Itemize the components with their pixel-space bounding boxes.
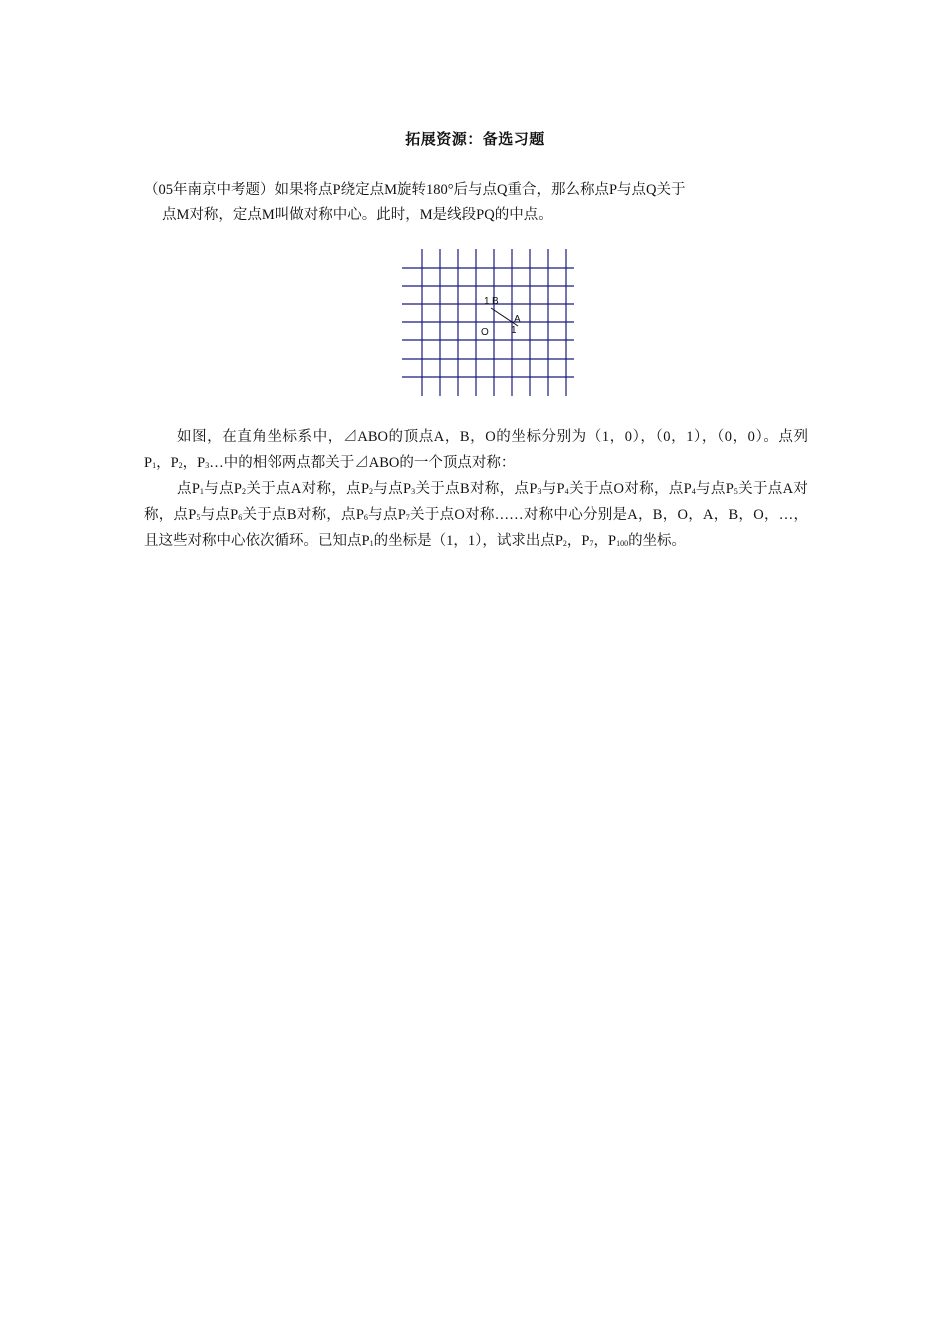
p2-sub-1: 1 xyxy=(199,487,204,496)
coordinate-grid-figure xyxy=(400,249,576,397)
p2-text-14: 的坐标是（1，1），试求出点P xyxy=(373,533,563,549)
p2-text-13: 关于点O对称……对称中心分别是A，B，O，A，B，O，…，且这些对称中心依次循环。已知点P xyxy=(144,507,808,549)
p2-sub-13: 1 xyxy=(369,539,374,548)
p2-sub-8: 5 xyxy=(733,487,738,496)
p2-text-16: ，P xyxy=(593,533,617,549)
p2-text-4: 与点P xyxy=(373,481,412,497)
p2-sub-14: 2 xyxy=(562,539,567,548)
label-1-right: 1 xyxy=(511,325,517,336)
intro-paragraph xyxy=(144,178,808,228)
p1-text-2: ，P xyxy=(156,455,179,471)
p2-sub-11: 6 xyxy=(363,513,368,522)
p1-text-4: …中的相邻两点都关于⊿ABO的一个顶点对称： xyxy=(209,455,516,471)
p2-sub-16: 100 xyxy=(616,539,629,548)
p1-sub-2: 2 xyxy=(178,461,183,470)
p2-sub-4: 3 xyxy=(411,487,416,496)
p1-sub-3: 3 xyxy=(205,461,210,470)
label-1-top: 1 xyxy=(484,296,490,307)
p2-text-2: 与点P xyxy=(203,481,242,497)
p2-sub-2: 2 xyxy=(241,487,246,496)
p2-sub-15: 7 xyxy=(589,539,594,548)
p2-text-11: 关于点B对称，点P xyxy=(242,507,364,523)
p2-text-7: 关于点O对称，点P xyxy=(568,481,692,497)
label-a: A xyxy=(514,314,521,325)
p2-sub-12: 7 xyxy=(405,513,410,522)
label-b: B xyxy=(492,296,499,307)
p2-text-8: 与点P xyxy=(695,481,734,497)
p1-sub-1: 1 xyxy=(152,461,157,470)
intro-line-1: （05年南京中考题）如果将点P绕定点M旋转180°后与点Q重合，那么称点P与点Q关于 xyxy=(144,182,686,198)
label-o: O xyxy=(481,327,489,338)
p2-sub-6: 4 xyxy=(564,487,569,496)
p2-sub-5: 3 xyxy=(537,487,542,496)
paragraph-1 xyxy=(144,424,808,476)
p2-text-3: 关于点A对称，点P xyxy=(245,481,370,497)
p2-text-17: 的坐标。 xyxy=(628,533,687,549)
p2-sub-10: 6 xyxy=(238,513,243,522)
p2-text-12: 与点P xyxy=(367,507,406,523)
page-title: 拓展资源：备选习题 xyxy=(405,132,545,148)
p2-text-10: 与点P xyxy=(200,507,239,523)
p2-text-15: ，P xyxy=(566,533,590,549)
p1-text-1: 如图，在直角坐标系中，⊿ABO的顶点A，B，O的坐标分别为（1，0），（0，1），（0，0）。点列P xyxy=(144,429,808,471)
p2-sub-3: 2 xyxy=(369,487,374,496)
intro-line-2: 点M对称，定点M叫做对称中心。此时，M是线段PQ的中点。 xyxy=(162,207,553,223)
p2-text-1: 点P xyxy=(177,481,200,497)
coordinate-grid-svg xyxy=(400,249,576,397)
problem-body xyxy=(144,424,808,554)
paragraph-2 xyxy=(144,476,808,554)
p2-sub-9: 5 xyxy=(196,513,201,522)
p2-sub-7: 4 xyxy=(691,487,696,496)
p2-text-5: 关于点B对称，点P xyxy=(415,481,538,497)
p2-text-6: 与P xyxy=(541,481,565,497)
grid-lines xyxy=(402,249,574,396)
p2-text-9: 关于点A对称，点P xyxy=(144,481,808,523)
p1-text-3: ，P xyxy=(182,455,206,471)
